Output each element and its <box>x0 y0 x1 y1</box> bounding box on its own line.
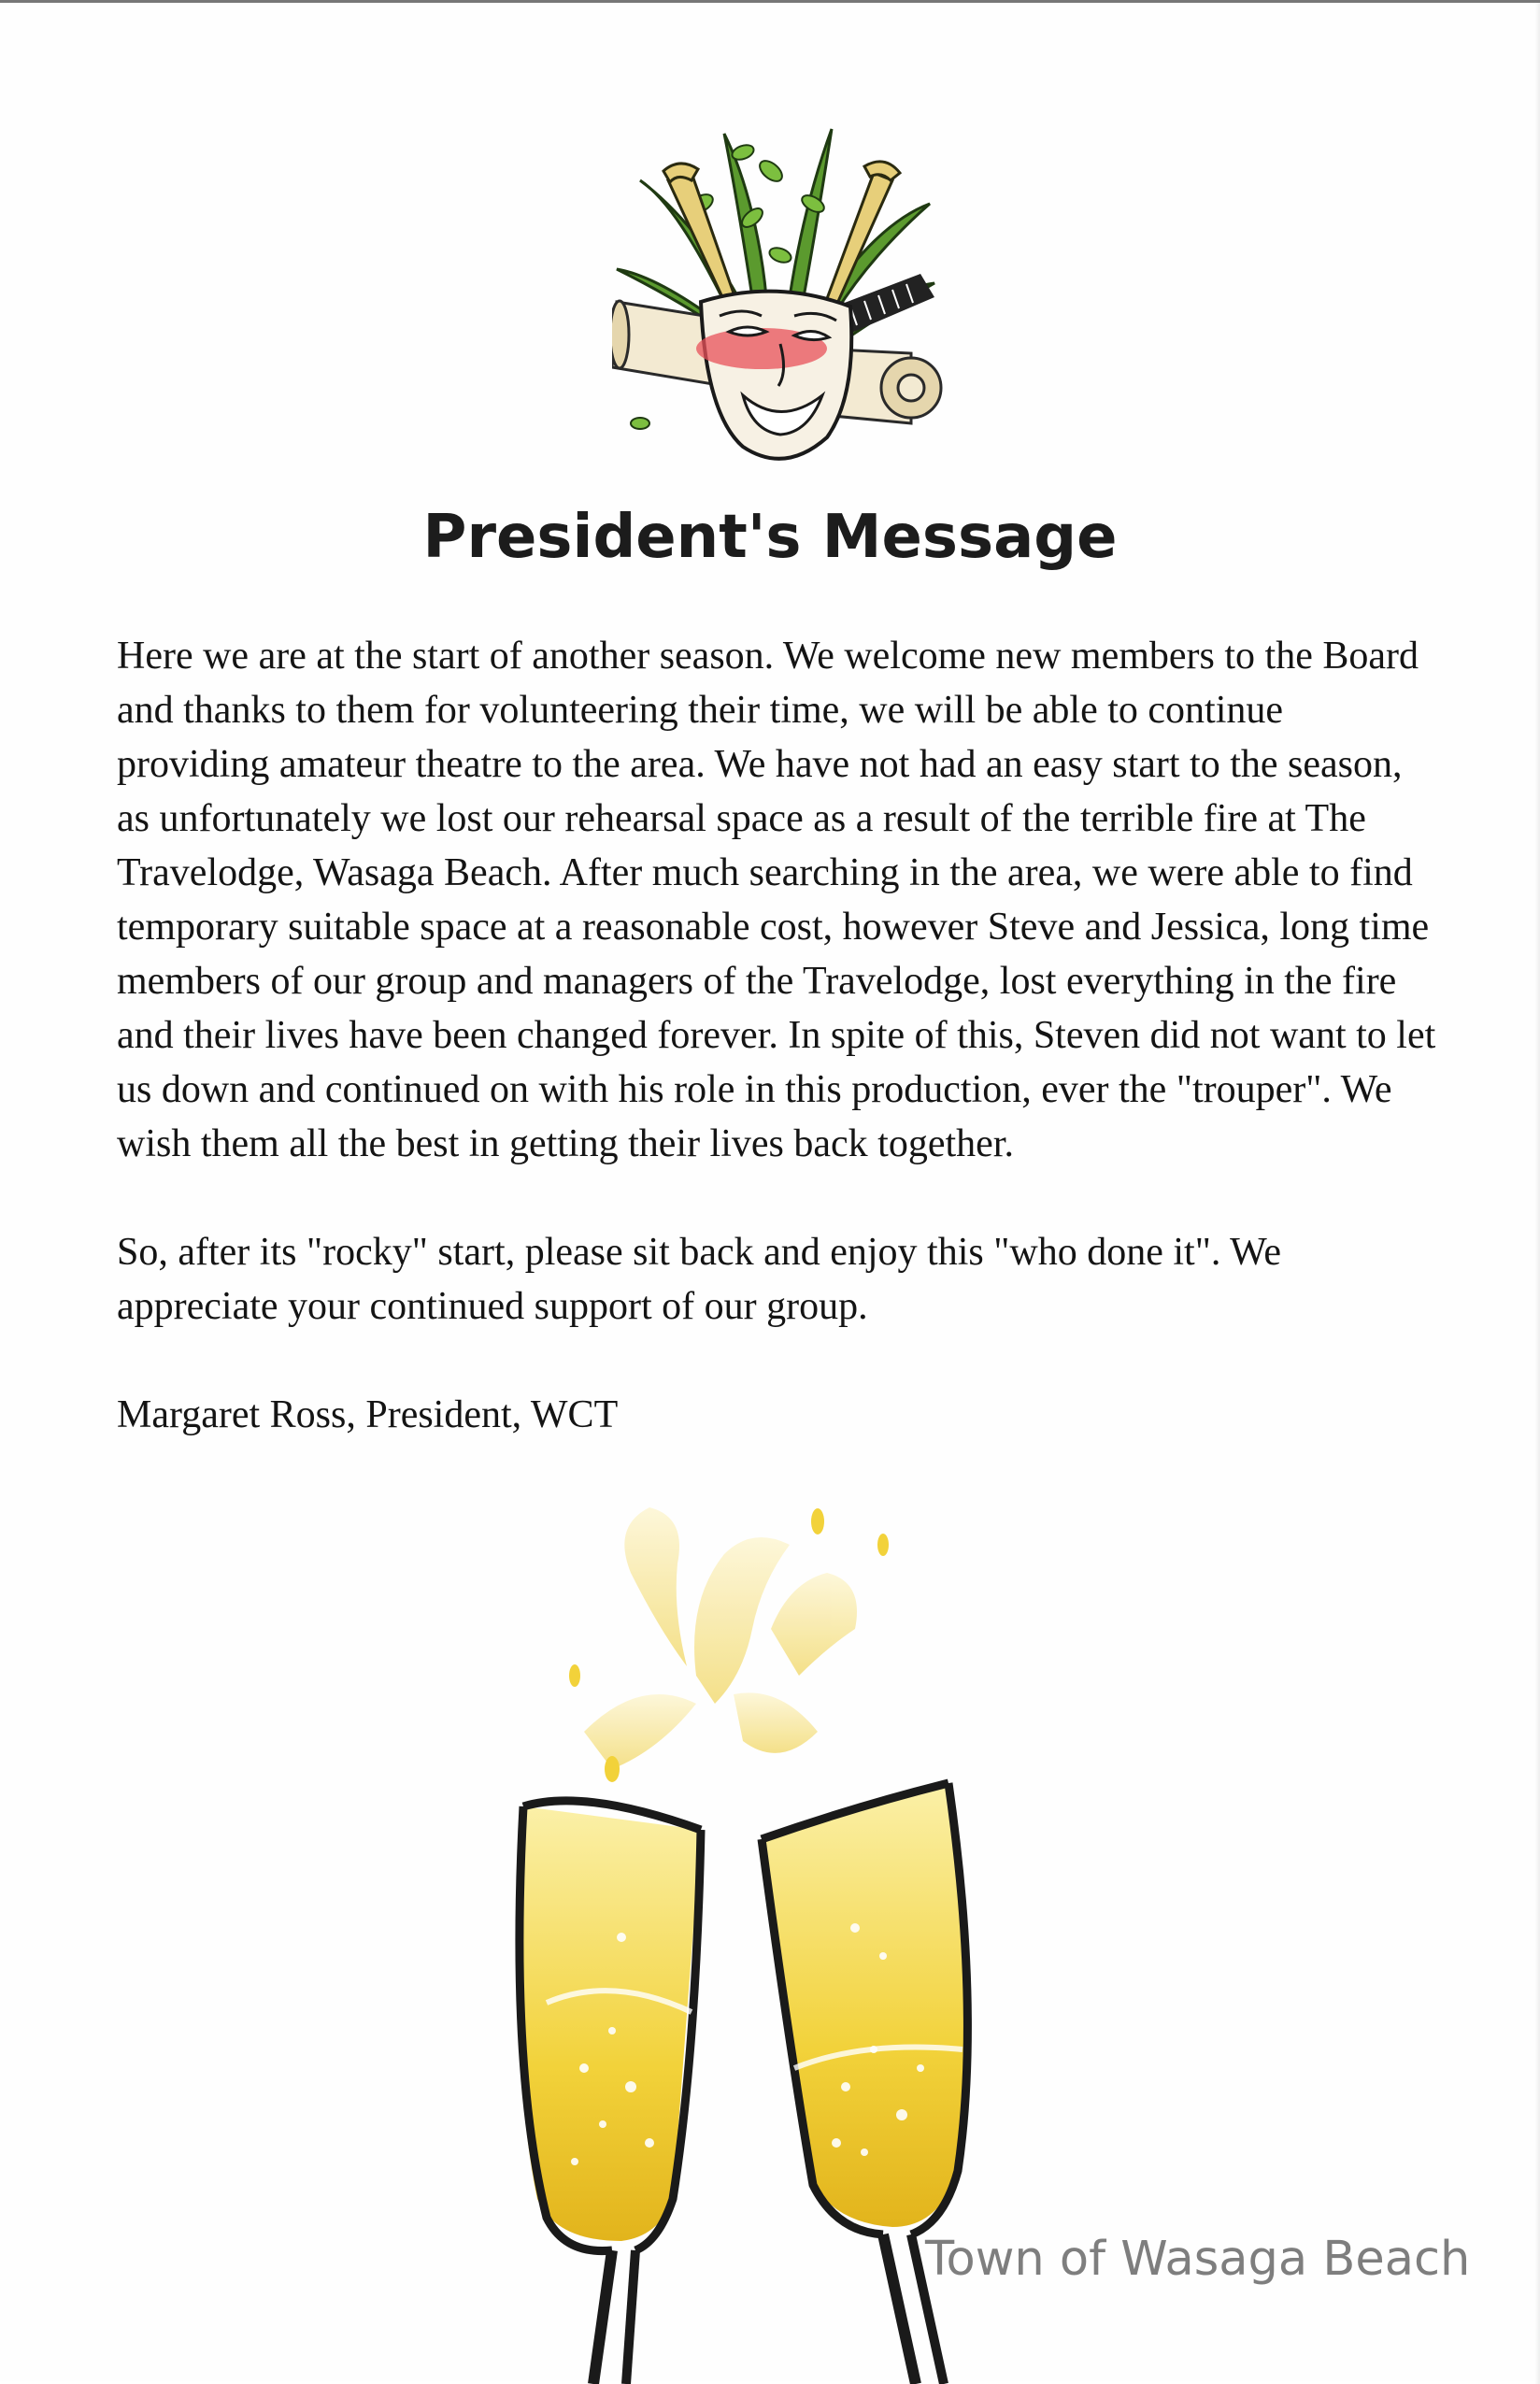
theatre-mask-logo-icon <box>612 115 944 465</box>
watermark: Town of Wasaga Beach <box>925 2232 1471 2287</box>
message-paragraph-1: Here we are at the start of another season. We welcome new members to the Board and thanks to them for volunteering their time, we will be able to continue providing amateur theatre to the area. We have not had an easy start to the season, as unfortunately we lost our rehearsal space as a result of the terrible fire at The Travelodge, Wasaga Beach. After much searching in the area, we were able to find temporary suitable space at a reasonable cost, however Steve and Jessica, long time members of our group and managers of the Travelodge, lost everything in the fire and their lives have been changed forever. In spite of this, Steven did not want to let us down and continued on with his role in this production, ever the "trouper". We wish them all the best in getting their lives back together. <box>117 635 1436 1165</box>
message-body <box>117 629 1444 1442</box>
signature: Margaret Ross, President, WCT <box>117 1393 619 1436</box>
message-paragraph-2: So, after its "rocky" start, please sit back and enjoy this "who done it". We appreciate your continued support of our group. <box>117 1231 1281 1328</box>
page-title: President's Message <box>422 503 1118 572</box>
scan-edge <box>1534 3 1540 2384</box>
